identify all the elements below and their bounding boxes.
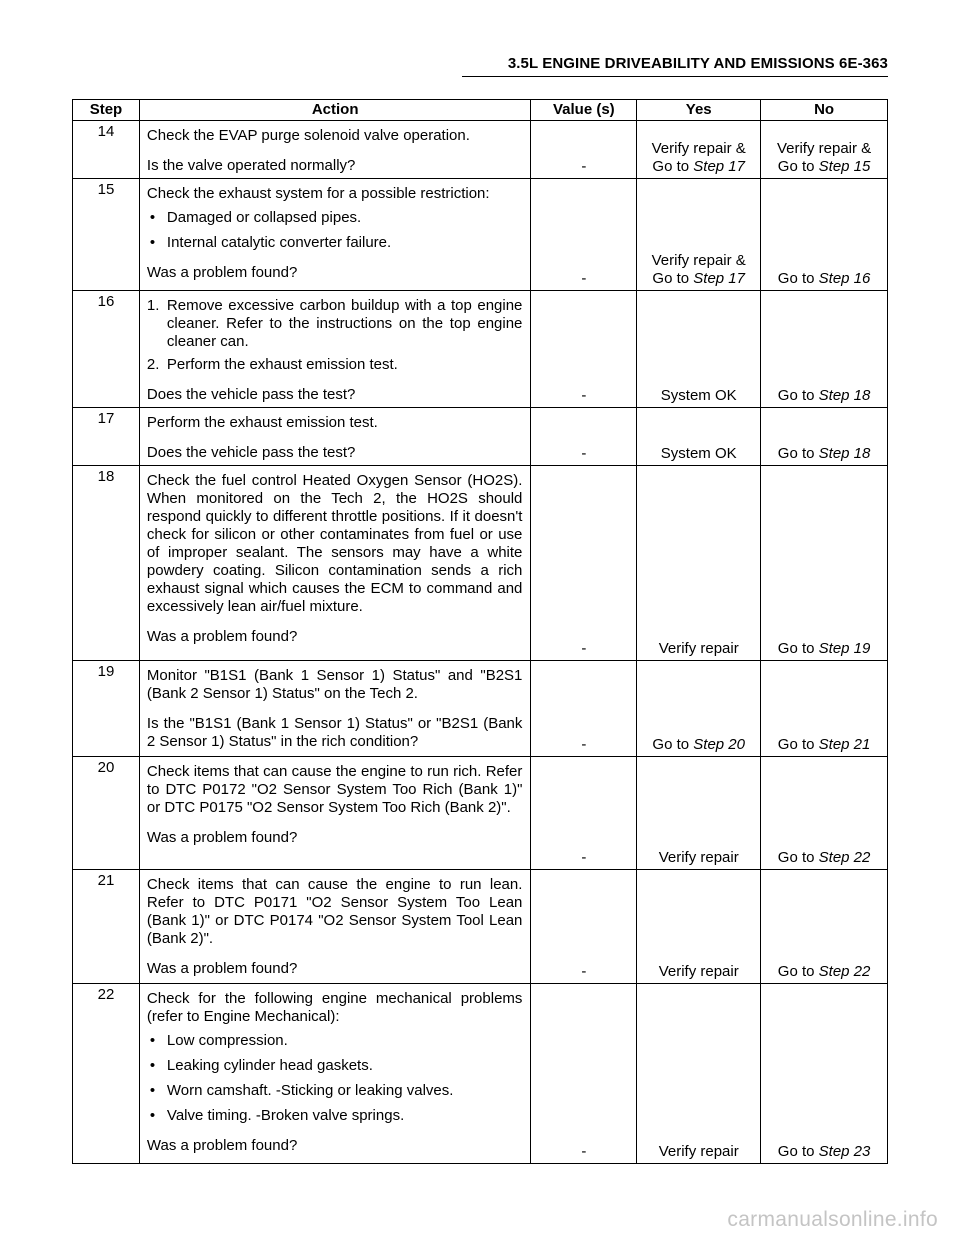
action-question: Was a problem found? (146, 829, 298, 846)
step-number: 22 (73, 984, 140, 1164)
step-number: 17 (73, 408, 140, 466)
step-number: 20 (73, 757, 140, 870)
no-result-go: Go to (777, 736, 815, 753)
bullet-text: Internal catalytic converter failure. (166, 234, 392, 251)
table-row (73, 179, 888, 291)
column-header-action: Action (139, 100, 530, 121)
action-question: Was a problem found? (146, 628, 298, 645)
bullet-item (147, 1082, 522, 1100)
no-result-pre: Verify repair & (776, 140, 872, 157)
diagnostic-table (72, 99, 888, 1164)
no-result-go: Go to (777, 849, 815, 866)
yes-result-text: Verify repair (658, 1143, 739, 1160)
list-number: 2. (146, 356, 160, 373)
yes-result (637, 466, 761, 661)
action-paragraph: Check the EVAP purge solenoid valve operation. (146, 127, 470, 144)
action-question: Was a problem found? (146, 1137, 298, 1154)
bullet-item (147, 234, 522, 252)
value-cell: - (531, 121, 637, 179)
no-result-go: Go to (777, 1143, 815, 1160)
no-result-target: Step 18 (818, 445, 871, 462)
list-text: Remove excessive carbon buildup with a top engine cleaner. Refer to the instructions on the top engine cleaner can. (166, 297, 523, 350)
yes-result-pre: Verify repair & (651, 252, 746, 269)
no-result-go: Go to (777, 158, 815, 175)
yes-result-text: Verify repair (658, 963, 739, 980)
bullet-icon: • (149, 234, 156, 251)
no-result (761, 408, 888, 466)
column-header-value: Value (s) (531, 100, 637, 121)
action-paragraph: Check items that can cause the engine to run lean. Refer to DTC P0171 "O2 Sensor System Too Lean (Bank 1)" or DTC P0174 "O2 Sensor System Tool Lean (Bank 2)". (146, 876, 523, 947)
column-header-step: Step (73, 100, 140, 121)
no-result (761, 870, 888, 984)
action-cell (139, 661, 530, 757)
yes-result (637, 870, 761, 984)
yes-result-go: Go to (652, 270, 690, 287)
action-cell (139, 466, 530, 661)
action-cell (139, 984, 530, 1164)
list-text: Perform the exhaust emission test. (166, 356, 398, 373)
value-cell: - (531, 757, 637, 870)
action-paragraph: Monitor "B1S1 (Bank 1 Sensor 1) Status" and "B2S1 (Bank 2 Sensor 1) Status" on the Tech 2. (146, 667, 523, 702)
bullet-text: Damaged or collapsed pipes. (166, 209, 362, 226)
step-number: 19 (73, 661, 140, 757)
bullet-item (147, 1107, 522, 1125)
yes-result-text: System OK (660, 387, 737, 404)
action-cell (139, 870, 530, 984)
value-cell: - (531, 661, 637, 757)
action-cell (139, 757, 530, 870)
no-result-target: Step 16 (818, 270, 871, 287)
action-cell (139, 408, 530, 466)
bullet-item (147, 209, 522, 227)
yes-result (637, 984, 761, 1164)
step-number: 21 (73, 870, 140, 984)
table-header-row (73, 100, 888, 121)
no-result-target: Step 23 (818, 1143, 871, 1160)
bullet-icon: • (149, 1082, 156, 1099)
no-result-go: Go to (777, 963, 815, 980)
page-header-title: 3.5L ENGINE DRIVEABILITY AND EMISSIONS 6E-363 (507, 55, 888, 72)
no-result-go: Go to (777, 445, 815, 462)
action-paragraph: Check the exhaust system for a possible restriction: (146, 185, 490, 202)
no-result-go: Go to (777, 640, 815, 657)
table-row (73, 984, 888, 1164)
no-result (761, 466, 888, 661)
yes-result (637, 661, 761, 757)
value-cell: - (531, 984, 637, 1164)
numbered-list-item (147, 356, 522, 374)
header-rule (462, 76, 888, 77)
action-question: Was a problem found? (146, 960, 298, 977)
action-question: Was a problem found? (146, 264, 298, 281)
table-body (73, 121, 888, 1164)
yes-result-go: Go to (652, 736, 690, 753)
yes-result-text: Verify repair (658, 640, 739, 657)
value-cell: - (531, 466, 637, 661)
table-row (73, 757, 888, 870)
step-number: 15 (73, 179, 140, 291)
yes-result-target: Step 20 (693, 736, 745, 753)
bullet-list (147, 209, 522, 252)
table-row (73, 408, 888, 466)
yes-result-text: Verify repair (658, 849, 739, 866)
bullet-text: Valve timing. -Broken valve springs. (166, 1107, 405, 1124)
yes-result (637, 291, 761, 408)
action-cell (139, 291, 530, 408)
no-result (761, 179, 888, 291)
yes-result (637, 757, 761, 870)
no-result (761, 661, 888, 757)
yes-result (637, 121, 761, 179)
table-row (73, 466, 888, 661)
no-result (761, 291, 888, 408)
no-result-target: Step 15 (818, 158, 871, 175)
numbered-list-item (147, 297, 522, 351)
no-result-target: Step 21 (818, 736, 871, 753)
bullet-item (147, 1057, 522, 1075)
action-cell (139, 121, 530, 179)
no-result-target: Step 19 (818, 640, 871, 657)
no-result (761, 121, 888, 179)
bullet-icon: • (149, 209, 156, 226)
bullet-text: Low compression. (166, 1032, 288, 1049)
table-row (73, 661, 888, 757)
yes-result-go: Go to (652, 158, 690, 175)
value-cell: - (531, 291, 637, 408)
yes-result-target: Step 17 (693, 270, 745, 287)
bullet-icon: • (149, 1107, 156, 1124)
table-row (73, 291, 888, 408)
yes-result (637, 179, 761, 291)
bullet-item (147, 1032, 522, 1050)
table-row (73, 121, 888, 179)
no-result (761, 757, 888, 870)
bullet-icon: • (149, 1057, 156, 1074)
no-result-go: Go to (777, 387, 815, 404)
column-header-no: No (761, 100, 888, 121)
step-number: 14 (73, 121, 140, 179)
no-result-target: Step 18 (818, 387, 871, 404)
table-row (73, 870, 888, 984)
step-number: 18 (73, 466, 140, 661)
action-cell (139, 179, 530, 291)
yes-result (637, 408, 761, 466)
numbered-list (147, 297, 522, 374)
value-cell: - (531, 179, 637, 291)
action-paragraph: Check the fuel control Heated Oxygen Sensor (HO2S). When monitored on the Tech 2, the HO2S should respond quickly to different throttle positions. If it doesn't check for silicon or other contaminates from fuel or use of improper sealant. The sensors may have a white powdery coating. Silicon contamination sends a rich exhaust signal which causes the ECM to command and excessively lean air/fuel mixture. (146, 472, 523, 615)
no-result-target: Step 22 (818, 963, 871, 980)
action-question: Is the valve operated normally? (146, 157, 356, 174)
step-number: 16 (73, 291, 140, 408)
action-question: Is the "B1S1 (Bank 1 Sensor 1) Status" or "B2S1 (Bank 2 Sensor 1) Status" in the rich condition? (146, 715, 523, 750)
action-paragraph: Check for the following engine mechanical problems (refer to Engine Mechanical): (146, 990, 523, 1025)
yes-result-pre: Verify repair & (651, 140, 746, 157)
value-cell: - (531, 408, 637, 466)
value-cell: - (531, 870, 637, 984)
list-number: 1. (146, 297, 160, 314)
column-header-yes: Yes (637, 100, 761, 121)
action-question: Does the vehicle pass the test? (146, 386, 356, 403)
yes-result-text: System OK (660, 445, 737, 462)
no-result-target: Step 22 (818, 849, 871, 866)
action-paragraph: Perform the exhaust emission test. (146, 414, 378, 431)
bullet-icon: • (149, 1032, 156, 1049)
bullet-list (147, 1032, 522, 1125)
action-question: Does the vehicle pass the test? (146, 444, 356, 461)
yes-result-target: Step 17 (693, 158, 745, 175)
action-paragraph: Check items that can cause the engine to run rich. Refer to DTC P0172 "O2 Sensor System Too Rich (Bank 1)" or DTC P0175 "O2 Sensor System Too Rich (Bank 2)". (146, 763, 523, 816)
bullet-text: Worn camshaft. -Sticking or leaking valves. (166, 1082, 454, 1099)
watermark: carmanualsonline.info (727, 1208, 938, 1231)
no-result-go: Go to (777, 270, 815, 287)
bullet-text: Leaking cylinder head gaskets. (166, 1057, 373, 1074)
no-result (761, 984, 888, 1164)
